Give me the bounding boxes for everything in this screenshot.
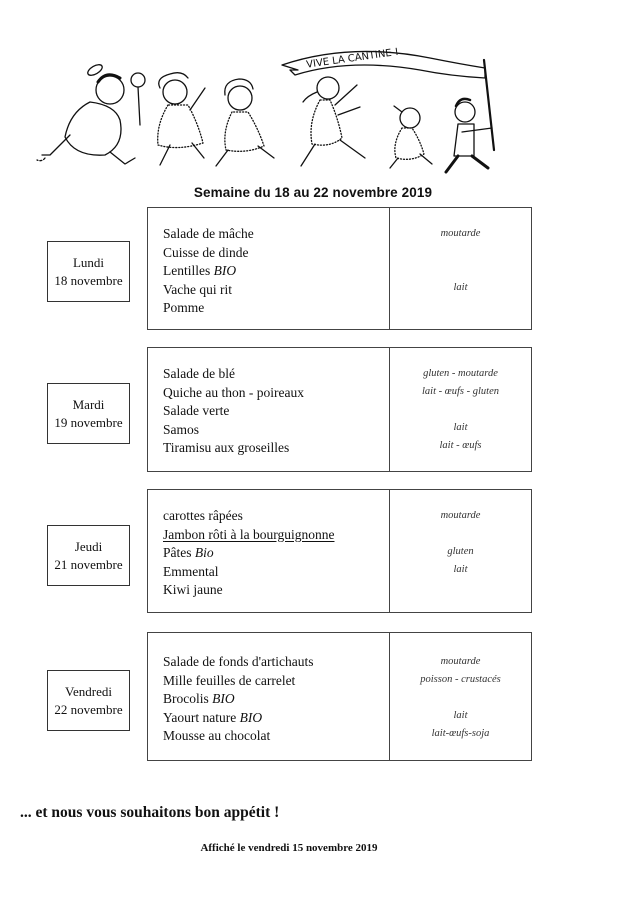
day-name: Jeudi (74, 538, 103, 554)
posted-date: Affiché le vendredi 15 novembre 2019 (200, 842, 378, 854)
allergen-item: gluten (447, 546, 474, 557)
day-name: Lundi (72, 254, 105, 270)
allergen-item (390, 579, 531, 597)
dish-item: Yaourt nature BIO (163, 709, 263, 725)
menu-table-jeudi (147, 489, 532, 613)
allergen-item: lait (453, 422, 468, 433)
menu-table-vendredi (147, 632, 532, 761)
dish-item: Mousse au chocolat (163, 728, 271, 743)
dish-item: Salade verte (163, 403, 230, 418)
bio-tag: Bio (194, 545, 214, 560)
cook-figure (37, 63, 145, 164)
dish-item: Cuisse de dinde (163, 244, 249, 260)
allergen-item: lait (453, 710, 468, 721)
dish-item: Vache qui rit (163, 281, 232, 297)
bio-tag: BIO (239, 709, 263, 725)
dish-item: Brocolis BIO (163, 691, 235, 706)
day-label-mardi (47, 383, 130, 444)
girl-figure (158, 73, 205, 165)
day-date: 22 novembre (54, 701, 123, 717)
allergen-item (390, 261, 531, 279)
allergen-item: lait - œufs (439, 440, 482, 451)
dishes-column (148, 490, 390, 612)
allergen-item: moutarde (440, 228, 481, 239)
boy-figure (446, 99, 492, 172)
dish-item: Lentilles BIO (163, 263, 237, 278)
allergen-item (390, 689, 531, 707)
menu-table-lundi (147, 207, 532, 330)
allergens-column (390, 348, 531, 471)
day-date: 18 novembre (54, 272, 123, 288)
allergen-item: moutarde (440, 656, 481, 667)
allergen-item (390, 243, 531, 261)
bio-tag: BIO (213, 263, 237, 278)
allergen-item (390, 525, 531, 543)
day-label-vendredi (47, 670, 130, 731)
allergens-column (390, 633, 531, 760)
banner-text: VIVE LA CANTINE ! (305, 46, 400, 71)
dish-item: Tiramisu aux groseilles (163, 440, 290, 455)
dish-item: Salade de mâche (163, 226, 254, 241)
dish-item: Kiwi jaune (163, 582, 223, 597)
day-name: Mardi (72, 396, 105, 412)
allergens-column (390, 208, 531, 329)
dishes-column (148, 348, 390, 471)
allergens-column (390, 490, 531, 612)
allergen-item: lait - œufs - gluten (422, 386, 499, 397)
allergen-item: moutarde (440, 510, 481, 521)
girl-figure (301, 77, 365, 166)
day-date: 21 novembre (54, 556, 123, 572)
girl-figure (390, 106, 432, 168)
dishes-column (148, 633, 390, 760)
dish-item: Quiche au thon - poireaux (163, 384, 304, 400)
allergen-item (390, 297, 531, 315)
allergen-item: poisson - crustacés (420, 674, 501, 685)
menu-table-mardi (147, 347, 532, 472)
dish-item: Pâtes Bio (163, 545, 214, 560)
allergen-item (390, 401, 531, 419)
dish-item: Samos (163, 421, 200, 437)
allergen-item: gluten - moutarde (423, 368, 498, 379)
dish-item: Mille feuilles de carrelet (163, 672, 296, 688)
dish-item: Pomme (163, 300, 205, 315)
bio-tag: BIO (212, 691, 235, 706)
children-running-illustration (10, 40, 510, 180)
allergen-item: lait-œufs-soja (431, 728, 490, 739)
dish-item: Salade de blé (163, 366, 235, 381)
day-date: 19 novembre (54, 414, 123, 430)
closing-message: ... et nous vous souhaitons bon appétit ! (20, 804, 280, 821)
week-title: Semaine du 18 au 22 novembre 2019 (193, 185, 433, 200)
dish-item: Salade de fonds d'artichauts (163, 654, 314, 669)
allergen-item: lait (453, 282, 468, 293)
day-label-lundi (47, 241, 130, 302)
allergen-item: lait (453, 564, 468, 575)
dish-item: Jambon rôti à la bourguignonne (163, 526, 335, 542)
dishes-column (148, 208, 390, 329)
girl-figure (216, 79, 274, 166)
day-label-jeudi (47, 525, 130, 586)
dish-item: carottes râpées (163, 508, 243, 523)
dish-item: Emmental (163, 563, 219, 579)
day-name: Vendredi (65, 683, 112, 699)
